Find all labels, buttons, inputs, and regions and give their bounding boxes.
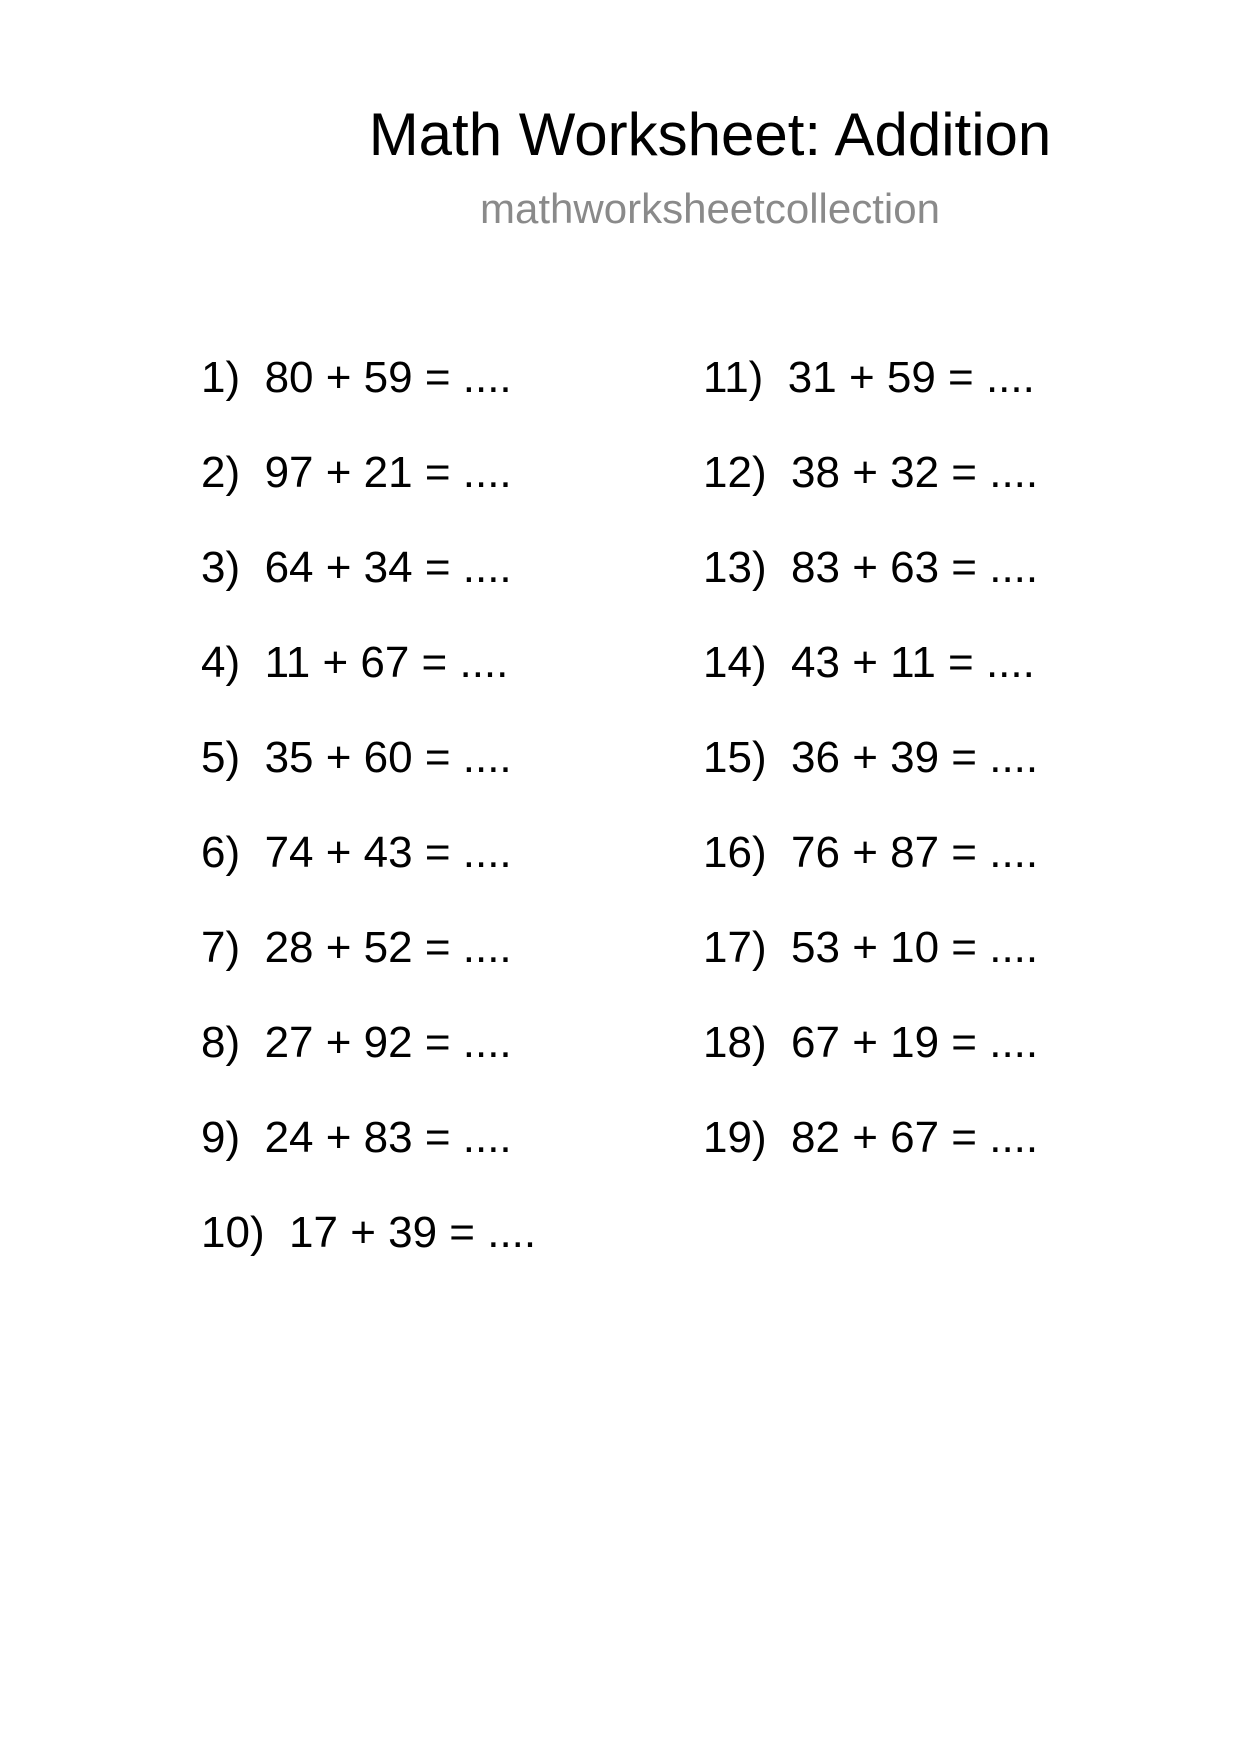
problem-4: 4) 11 + 67 = .... [201, 638, 509, 687]
worksheet-subtitle: mathworksheetcollection [480, 185, 940, 232]
problem-19: 19) 82 + 67 = .... [703, 1113, 1039, 1162]
problem-12: 12) 38 + 32 = .... [703, 448, 1039, 497]
worksheet-title: Math Worksheet: Addition [368, 101, 1052, 168]
problem-13: 13) 83 + 63 = .... [703, 543, 1039, 592]
problem-14: 14) 43 + 11 = .... [703, 638, 1035, 687]
problem-16: 16) 76 + 87 = .... [703, 828, 1039, 877]
problem-18: 18) 67 + 19 = .... [703, 1018, 1039, 1067]
problem-10: 10) 17 + 39 = .... [201, 1208, 537, 1257]
problem-6: 6) 74 + 43 = .... [201, 828, 512, 877]
problem-5: 5) 35 + 60 = .... [201, 733, 512, 782]
problem-8: 8) 27 + 92 = .... [201, 1018, 512, 1067]
problem-15: 15) 36 + 39 = .... [703, 733, 1039, 782]
problem-9: 9) 24 + 83 = .... [201, 1113, 512, 1162]
problem-7: 7) 28 + 52 = .... [201, 923, 512, 972]
problem-2: 2) 97 + 21 = .... [201, 448, 512, 497]
problem-3: 3) 64 + 34 = .... [201, 543, 512, 592]
problem-11: 11) 31 + 59 = .... [703, 353, 1035, 402]
problems-left-column [201, 348, 536, 1298]
problem-17: 17) 53 + 10 = .... [703, 923, 1039, 972]
problem-1: 1) 80 + 59 = .... [201, 353, 512, 402]
problems-right-column [703, 348, 1038, 1203]
